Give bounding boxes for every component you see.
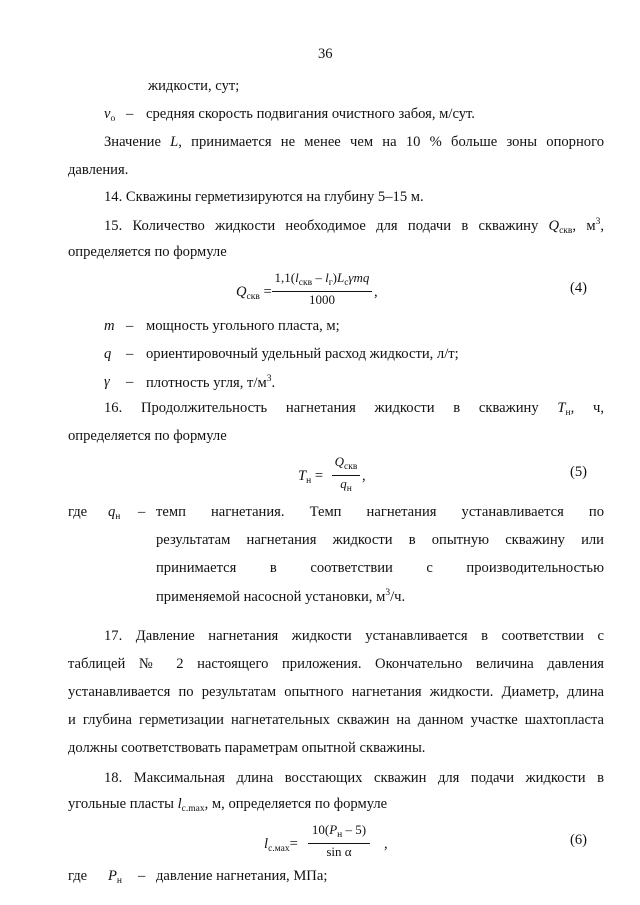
- def-qn-line1: темп нагнетания. Темп нагнетания устанавливается по: [156, 504, 604, 520]
- formula-4-denominator: 1000: [309, 292, 335, 307]
- paragraph-17-line4: и глубина герметизации нагнетательных скважин на данном участке шахтопласта: [68, 712, 604, 728]
- paragraph-16-line2: определяется по формуле: [68, 428, 227, 444]
- paragraph-15-line1: 15. Количество жидкости необходимое для подачи в скважину $Q_{скв}$, $м^3$,: [104, 217, 604, 236]
- def-q-dash: –: [126, 346, 134, 362]
- formula-5-lhs: $T_н$ =: [298, 468, 324, 486]
- def-qn-line3: принимается в соответствии с производительностью: [156, 560, 604, 576]
- formula-6-denominator: sin α: [326, 844, 352, 859]
- def-gamma-dash: –: [126, 374, 134, 390]
- page-number: 36: [318, 46, 333, 62]
- paragraph-L-line1: Значение L, принимается не менее чем на 10 % больше зоны опорного: [104, 134, 604, 150]
- formula-4-numerator: $1,1(l_{скв} - l_г)L_с\gamma mq$: [274, 270, 370, 288]
- paragraph-17-line3: устанавливается по результатам опытного нагнетания жидкости. Диаметр, длина: [68, 684, 604, 700]
- formula-5-numerator: $Q_{скв}$: [334, 454, 358, 472]
- paragraph-17-line5: должны соответствовать параметрам опытной скважины.: [68, 740, 426, 756]
- formula-4-number: (4): [570, 280, 588, 296]
- def-q-text: ориентировочный удельный расход жидкости, л/т;: [146, 346, 459, 362]
- def-where-1: где: [68, 504, 88, 520]
- def-v0-dash: –: [126, 106, 134, 122]
- formula-6-number: (6): [570, 832, 588, 848]
- formula-4-lhs: $Q_{скв}$ =: [236, 284, 272, 302]
- paragraph-17-line1: 17. Давление нагнетания жидкости устанавливается в соответствии с: [104, 628, 604, 644]
- formula-6-lhs: $l_{с.мах}=$: [264, 836, 298, 854]
- def-gamma-symbol: γ: [104, 374, 110, 390]
- formula-4-tail: ,: [374, 284, 378, 300]
- formula-6-numerator: $10(P_н - 5)$: [311, 822, 367, 840]
- def-pn-symbol: $P_н$: [108, 868, 123, 886]
- formula-5-tail: ,: [362, 468, 366, 484]
- def-where-2: где: [68, 868, 88, 884]
- paragraph-18-line2: угольные пласты $l_{с.max}$, м, определяется по формуле: [68, 796, 388, 814]
- continuation-line: жидкости, сут;: [148, 78, 240, 94]
- def-qn-line4: применяемой насосной установки, $м^3/ч$.: [156, 588, 406, 605]
- def-m-text: мощность угольного пласта, м;: [146, 318, 340, 334]
- formula-6-tail: ,: [384, 836, 388, 852]
- def-pn-text: давление нагнетания, МПа;: [156, 868, 328, 884]
- def-m-dash: –: [126, 318, 134, 334]
- def-qn-dash: –: [138, 504, 146, 520]
- paragraph-17-line2: таблицей № 2 настоящего приложения. Окончательно величина давления: [68, 656, 604, 672]
- def-v0-symbol: $v_о$: [104, 106, 116, 124]
- paragraph-18-line1: 18. Максимальная длина восстающих скважин для подачи жидкости в: [104, 770, 604, 786]
- paragraph-14: 14. Скважины герметизируются на глубину 5–15 м.: [104, 189, 424, 205]
- formula-5-fraction: [332, 454, 360, 497]
- formula-6-fraction: [308, 822, 370, 860]
- formula-4-fraction: [272, 270, 372, 308]
- paragraph-15-line2: определяется по формуле: [68, 244, 227, 260]
- paragraph-16-line1: 16. Продолжительность нагнетания жидкости в скважину $T_н$, ч,: [104, 400, 604, 418]
- def-v0-text: средняя скорость подвигания очистного забоя, м/сут.: [146, 106, 475, 122]
- def-q-symbol: q: [104, 346, 112, 362]
- def-m-symbol: m: [104, 318, 115, 334]
- def-qn-symbol: $q_н$: [108, 504, 121, 522]
- formula-5-number: (5): [570, 464, 588, 480]
- def-qn-line2: результатам нагнетания жидкости в опытную скважину или: [156, 532, 604, 548]
- formula-5-denominator: $q_н$: [340, 476, 352, 494]
- def-gamma-text: плотность угля, $т/м^3$.: [146, 374, 276, 391]
- paragraph-L-line2: давления.: [68, 162, 129, 178]
- def-pn-dash: –: [138, 868, 146, 884]
